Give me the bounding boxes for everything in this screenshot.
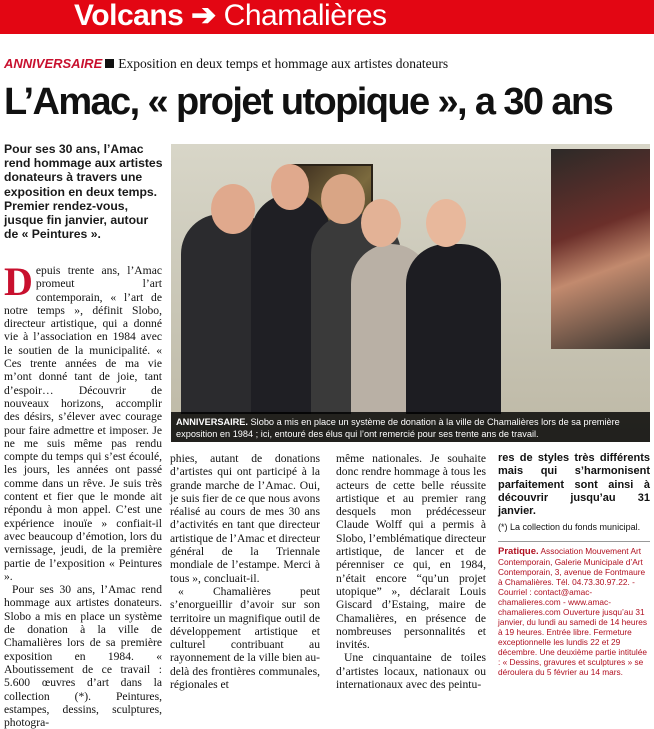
section-banner bbox=[0, 0, 654, 34]
divider bbox=[498, 541, 650, 542]
photo-caption bbox=[171, 412, 650, 442]
city-name: Chamalières bbox=[223, 0, 387, 32]
column-1-text: epuis trente ans, l’Amac promeut l’art contemporain, « l’art de notre temps », définit Slobo, directeur artistique, qui a donné vie à l’association en 1984 avec le soutien de la municipalité. « Ces trente années de ma vie m’ont donné tant de joie, tant d’espoir… Découvrir de nouveaux horizons, accomplir des désirs, s’élever avec courage pour faire admettre et imposer. Je ne me suis même pas rendu compte du temps qui s’est écoulé, les jours, les années ont passé comme dans un rêve. Je suis très content et fier que le monde ait répondu à mon appel. C’est une expérience inouïe » confiait-il avec beaucoup d’émotion, lors du vernissage, jeudi, de la première partie de l’exposition « Peintures ». bbox=[4, 264, 162, 583]
footnote: (*) La collection du fonds municipal. bbox=[498, 522, 641, 533]
kicker bbox=[4, 56, 448, 72]
column-3-paragraph-2: Une cinquantaine de toiles d’artistes locaux, nationaux ou internationaux avec des peintu- bbox=[336, 651, 486, 692]
section-name: Volcans bbox=[74, 0, 184, 32]
drop-cap: D bbox=[4, 259, 33, 304]
practical-info-title: Pratique. bbox=[498, 545, 539, 557]
practical-info-text: Association Mouvement Art Contemporain, Galerie Municipale d’Art Contemporain, 3, avenue de Fontmaure à Chamalières. Tél. 04.73.30.97.22. - Courriel : contact@amac-chamalieres.com - www.amac-chamalieres.com Ouverture jusqu’au 31 janvier, du lundi au samedi de 14 heures à 19 heures. Entrée libre. Fermeture exceptionnelle les lundis 22 et 29 décembre. Une deuxième partie intitulée : « Dessins, gravures et sculptures » se déroulera du 5 février au 14 mars. bbox=[498, 545, 647, 677]
arrow-icon: ➔ bbox=[191, 0, 216, 32]
lead-paragraph: Pour ses 30 ans, l’Amac rend hommage aux artistes donateurs à travers une exposition en deux temps. Premier rendez-vous, jusque fin janvier, autour de « Peintures ». bbox=[4, 142, 163, 242]
person-2-head bbox=[271, 164, 309, 210]
headline: L’Amac, « projet utopique », a 30 ans bbox=[4, 81, 613, 123]
caption-text: Slobo a mis en place un système de donation à la ville de Chamalières lors de sa première exposition en 1984 ; ici, entouré des élus qui l’ont remercié pour ses trente ans de travail. bbox=[176, 417, 620, 439]
article-column-3 bbox=[336, 452, 486, 691]
article-column-4 bbox=[498, 452, 650, 677]
wall-painting-right bbox=[551, 149, 650, 349]
column-2-paragraph-2: « Chamalières peut s’enorgueillir d’avoir sur son territoire un magnifique outil de développement artistique et culturel contribuant au rayonnement de la ville bien au-delà des frontières communales, régionales et bbox=[170, 584, 320, 692]
kicker-tag: ANNIVERSAIRE bbox=[4, 56, 103, 71]
column-1-paragraph-2: Pour ses 30 ans, l’Amac rend hommage aux artistes donateurs. Slobo a mis en place un système de donation à la ville de Chamalières lors de sa première exposition en 1984. « Aboutissement de ce travail : 5.600 œuvres d’art dans la collection (*). Peintures, estampes, dessins, sculptures, photogra- bbox=[4, 583, 162, 729]
person-4-head bbox=[361, 199, 401, 247]
column-2-text: phies, autant de donations d’artistes qui ont participé à la grande marche de l’Amac. Oui, je suis fier de ce que nous avons réalisé au cours de mes 30 ans d’activités en tant que directeur artistique de l’Amac et directeur général de la Triennale mondiale de l’estampe. Merci à tous », concluait-il. bbox=[170, 452, 321, 585]
article-column-2 bbox=[170, 452, 320, 691]
person-1-head bbox=[211, 184, 255, 234]
practical-info bbox=[498, 546, 650, 677]
column-3-text: même nationales. Je souhaite donc rendre hommage à tous les acteurs de cette belle réussite artistique et au premier rang desquels mon prédécesseur Claude Wolff qui a permis à Slobo, l’emblématique directeur artistique, de lancer et de pérenniser ce qui, en 1984, n’était encore “qu’un projet utopique” », déclarait Louis Giscard d’Estaing, maire de Chamalières, en présence de nombreuses personnalités et invités. bbox=[336, 452, 486, 652]
article-photo bbox=[171, 144, 650, 442]
person-5-head bbox=[426, 199, 466, 247]
section-title bbox=[74, 0, 387, 33]
kicker-text: Exposition en deux temps et hommage aux artistes donateurs bbox=[118, 56, 449, 71]
person-5 bbox=[406, 244, 501, 414]
article-column-1 bbox=[4, 259, 162, 729]
person-3-head bbox=[321, 174, 365, 224]
caption-tag: ANNIVERSAIRE. bbox=[176, 417, 248, 427]
column-4-text: res de styles très différents mais qui s’harmonisent parfaitement sont ainsi à découvrir jusqu’au 31 janvier. bbox=[498, 452, 650, 518]
square-bullet-icon bbox=[105, 59, 114, 68]
